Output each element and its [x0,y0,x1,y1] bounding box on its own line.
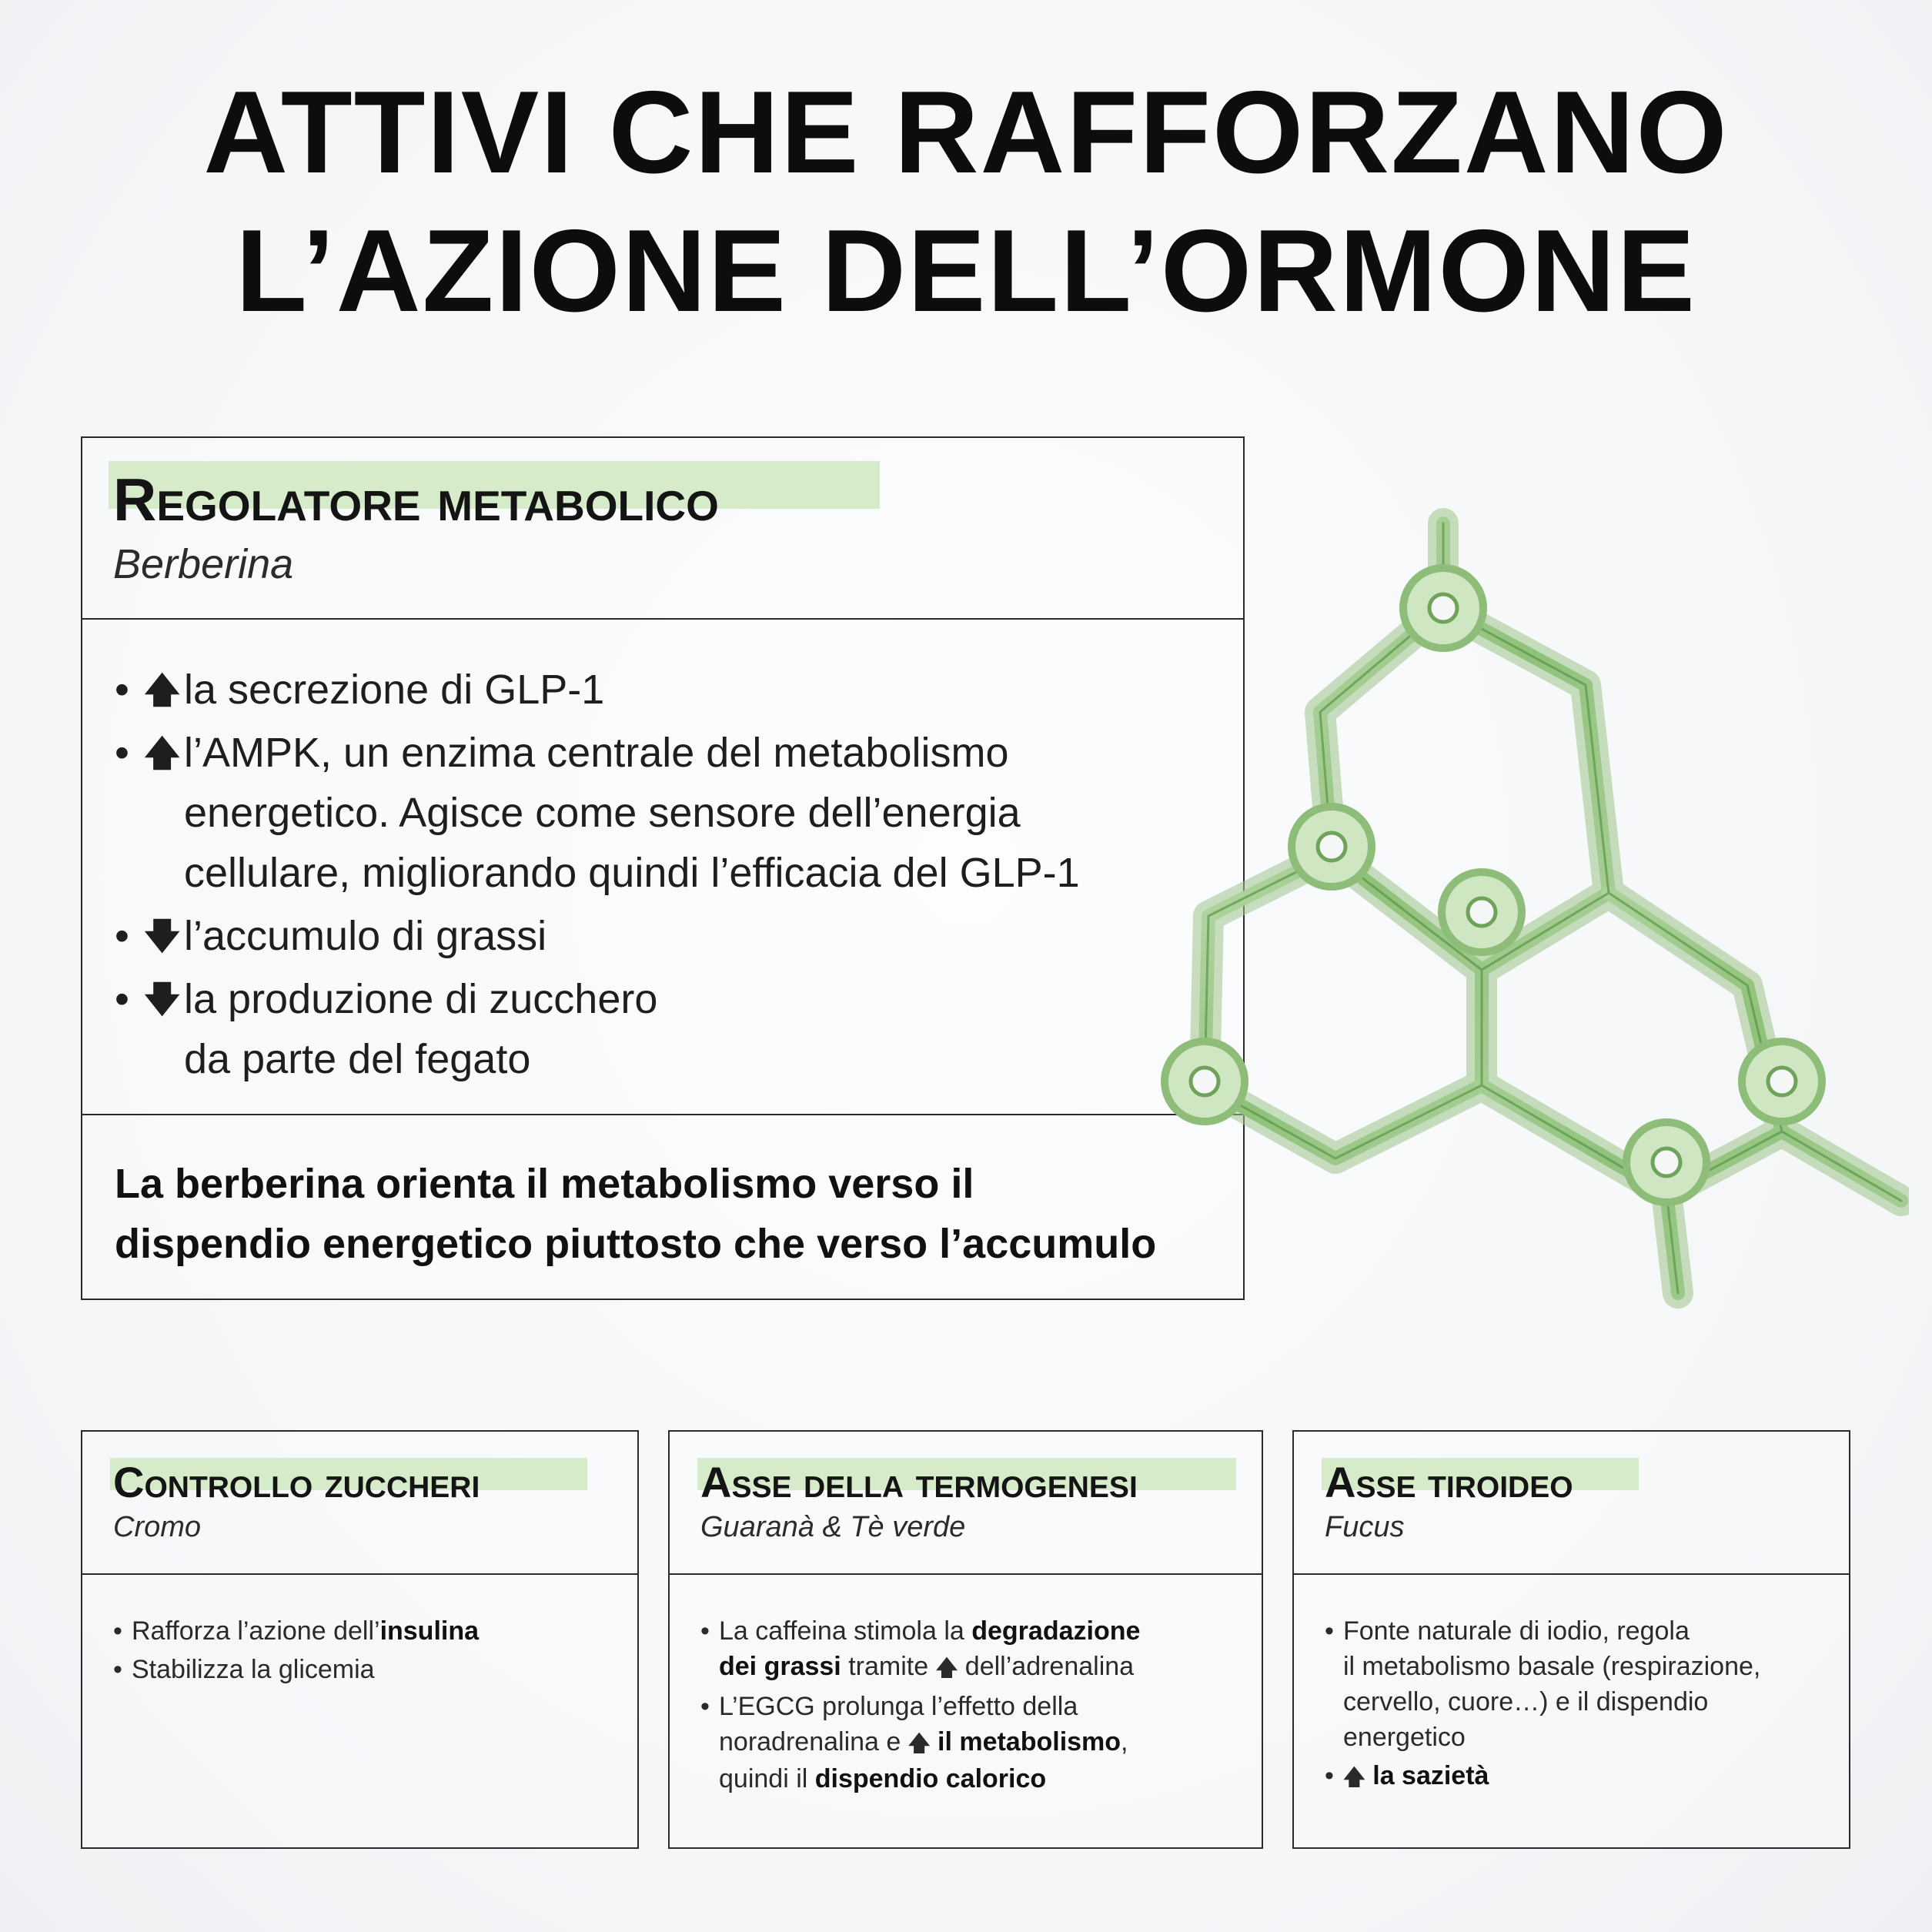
arrow-up-icon: 🡅 [144,733,181,773]
molecule-node [1403,568,1483,648]
card-title: Regolatore metabolico [113,466,719,533]
card-body [1294,1575,1849,1795]
bullet-text: Stabilizza la glicemia [132,1655,375,1684]
bullet-dot: • [700,1616,710,1646]
card-subtitle: Cromo [113,1511,202,1543]
bullet-text-bold: la sazietà [1365,1761,1489,1790]
bullet-text: tramite [841,1652,936,1681]
bullet-dot: • [115,667,129,713]
bullet-text-bold: dispendio calorico [814,1764,1047,1793]
bullet-text: quindi il [719,1764,815,1793]
arrow-up-icon: 🡅 [144,670,181,710]
list-item [700,1613,1262,1686]
card-header [670,1432,1262,1575]
bullet-text: l’accumulo di grassi [184,913,547,959]
card-subtitle: Fucus [1325,1511,1405,1543]
bullet-text: la secrezione di GLP-1 [184,667,605,713]
card-title: Controllo zuccheri [113,1458,480,1506]
bullet-dot: • [700,1692,710,1721]
arrow-up-icon: 🡅 [1343,1765,1365,1789]
bullet-text: energetico [1343,1723,1466,1752]
card-header [82,1432,637,1575]
list-item [1325,1758,1849,1795]
molecule-bonds [1205,523,1901,1293]
bullet-text-line: da parte del fegato [184,1036,531,1082]
list-item [1325,1613,1849,1755]
bullet-list [115,660,1243,1089]
list-item [700,1689,1262,1797]
bullet-text-bold: insulina [379,1616,480,1646]
bullet-text: dell’adrenalina [958,1652,1135,1681]
bullet-text-bold: degradazione [971,1616,1141,1646]
list-item [115,969,1243,1089]
list-item [115,906,1243,966]
bullet-dot: • [115,730,129,776]
card-header [1294,1432,1849,1575]
molecule-illustration [1139,493,1909,1324]
card-title: Asse tiroideo [1325,1458,1573,1506]
molecule-node [1165,1041,1245,1121]
bullet-text: cervello, cuore…) e il dispendio [1343,1687,1709,1716]
card-asse-termogenesi [668,1430,1263,1849]
list-item [115,723,1243,903]
molecule-node [1626,1122,1706,1202]
arrow-down-icon: 🡇 [144,916,181,956]
bullet-text-bold: il metabolismo [930,1727,1121,1757]
bullet-dot: • [113,1655,122,1684]
card-title: Asse della termogenesi [700,1458,1138,1506]
arrow-up-icon: 🡅 [908,1731,931,1755]
bullet-text: il metabolismo basale (respirazione, [1343,1652,1761,1681]
bullet-text: Rafforza l’azione dell’ [132,1616,380,1646]
card-subtitle: Berberina [113,541,294,587]
card-body [82,620,1243,1115]
summary-line: dispendio energetico piuttosto che verso l’accumulo [115,1221,1157,1267]
arrow-down-icon: 🡇 [144,979,181,1019]
card-controllo-zuccheri [81,1430,639,1849]
bullet-text-line: cellulare, migliorando quindi l’efficacia del GLP-1 [184,850,1080,896]
summary-line: La berberina orienta il metabolismo verso il [115,1161,974,1207]
card-summary [82,1115,1243,1274]
list-item [115,660,1243,720]
card-regolatore-metabolico [81,436,1245,1300]
bullet-text-line: la produzione di zucchero [184,976,658,1022]
bullet-text-line: energetico. Agisce come sensore dell’energia [184,790,1021,836]
bullet-list [113,1613,637,1687]
arrow-up-icon: 🡅 [935,1656,958,1680]
card-subtitle: Guaranà & Tè verde [700,1511,966,1543]
page-title-line2: L’AZIONE DELL’ORMONE [236,206,1696,336]
bullet-text: L’EGCG prolunga l’effetto della [719,1692,1078,1721]
bullet-text: noradrenalina e [719,1727,908,1757]
bullet-text-line: l’AMPK, un enzima centrale del metabolismo [184,730,1009,776]
bullet-text: Fonte naturale di iodio, regola [1343,1616,1690,1646]
bullet-dot: • [113,1616,122,1646]
list-item [113,1613,637,1649]
molecule-node [1442,872,1522,952]
bullet-dot: • [1325,1616,1334,1646]
bullet-list [700,1613,1262,1797]
bullet-list [1325,1613,1849,1795]
card-asse-tiroideo [1292,1430,1850,1849]
bullet-text: , [1121,1727,1128,1757]
list-item [113,1652,637,1687]
page-title-line1: ATTIVI CHE RAFFORZANO [203,67,1729,198]
bullet-text: La caffeina stimola la [719,1616,972,1646]
bullet-dot: • [115,976,129,1022]
card-body [670,1575,1262,1797]
card-header [82,438,1243,620]
bullet-dot: • [115,913,129,959]
card-body [82,1575,637,1687]
molecule-node [1742,1041,1822,1121]
bullet-text-bold: dei grassi [719,1652,841,1681]
bullet-dot: • [1325,1761,1334,1790]
molecule-node [1292,807,1372,887]
